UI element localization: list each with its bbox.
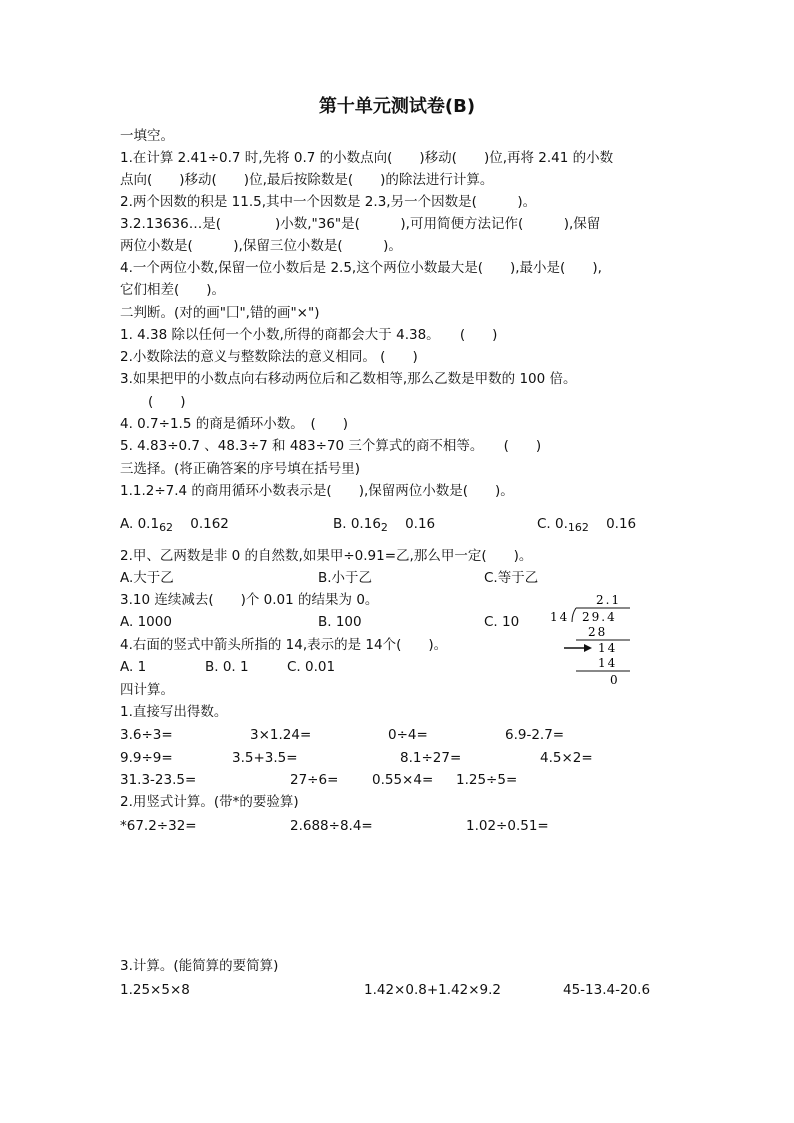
mental-calc-item: 0.55×4= [372, 772, 434, 788]
vertical-calc-item: 1.02÷0.51= [466, 818, 549, 834]
choice-q1: 1.1.2÷7.4 的商用循环小数表示是( ),保留两位小数是( )。 [120, 483, 514, 499]
mental-calc-item: 0÷4= [388, 727, 428, 743]
judge-q2: 2.小数除法的意义与整数除法的意义相同。 ( ) [120, 349, 418, 365]
mental-calc-item: 1.25÷5= [456, 772, 518, 788]
mental-calc-item: 8.1÷27= [400, 750, 462, 766]
judge-q5: 5. 4.83÷0.7 、48.3÷7 和 483÷70 三个算式的商不相等。 ( ) [120, 438, 542, 454]
dividend: 29.4 [582, 610, 617, 624]
repeating-digits: 62 [159, 521, 174, 534]
choice-q2: 2.甲、乙两数是非 0 的自然数,如果甲÷0.91=乙,那么甲一定( )。 [120, 548, 533, 564]
fill-q4-line2: 它们相差( )。 [120, 282, 226, 298]
quotient: 2.1 [596, 593, 622, 607]
choice-q2-option-c: C.等于乙 [484, 570, 539, 586]
fill-q1-line1: 1.在计算 2.41÷0.7 时,先将 0.7 的小数点向( )移动( )位,再将 2.41 的小数 [120, 150, 614, 166]
division-step-2: 14 [598, 641, 618, 655]
section1-heading: 一填空。 [120, 128, 174, 144]
mental-calc-item: 27÷6= [290, 772, 339, 788]
simplify-item: 1.42×0.8+1.42×9.2 [364, 982, 501, 998]
choice-q4-option-a: A. 1 [120, 659, 147, 675]
calc-sub3-heading: 3.计算。(能简算的要简算) [120, 958, 279, 974]
mental-calc-item: 31.3-23.5= [120, 772, 197, 788]
section4-heading: 四计算。 [120, 682, 174, 698]
fill-q1-line2: 点向( )移动( )位,最后按除数是( )的除法进行计算。 [120, 172, 494, 188]
division-bracket [572, 608, 576, 622]
mental-calc-item: 3.5+3.5= [232, 750, 298, 766]
choice-q1-option-b: B. $0.16_2$ 0.16 [333, 516, 436, 534]
fill-q3-line1: 3.2.13636…是( )小数,"36"是( ),可用简便方法记作( ),保留 [120, 216, 601, 232]
choice-q4-option-b: B. 0. 1 [205, 659, 249, 675]
judge-q1: 1. 4.38 除以任何一个小数,所得的商都会大于 4.38。 ( ) [120, 327, 498, 343]
choice-q3: 3.10 连续减去( )个 0.01 的结果为 0。 [120, 592, 379, 608]
choice-q4: 4.右面的竖式中箭头所指的 14,表示的是 14个( )。 [120, 637, 448, 653]
choice-q1-option-c: C. $0._{162}$ 0.16 [537, 516, 637, 534]
arrow-icon [584, 644, 592, 652]
section2-heading: 二判断。(对的画"囗",错的画"×") [120, 305, 320, 321]
choice-q2-option-b: B.小于乙 [318, 570, 373, 586]
fill-q3-line2: 两位小数是( ),保留三位小数是( )。 [120, 238, 402, 254]
fill-q2: 2.两个因数的积是 11.5,其中一个因数是 2.3,另一个因数是( )。 [120, 194, 537, 210]
simplify-item: 1.25×5×8 [120, 982, 190, 998]
mental-calc-item: 9.9÷9= [120, 750, 173, 766]
choice-q3-option-c: C. 10 [484, 614, 520, 630]
vertical-calc-item: 2.688÷8.4= [290, 818, 373, 834]
choice-q4-option-c: C. 0.01 [287, 659, 336, 675]
calc-sub2-heading: 2.用竖式计算。(带*的要验算) [120, 794, 299, 810]
division-step-1: 28 [588, 625, 608, 639]
calc-sub1-heading: 1.直接写出得数。 [120, 704, 228, 720]
mental-calc-item: 3.6÷3= [120, 727, 173, 743]
vertical-calc-item: *67.2÷32= [120, 818, 197, 834]
page-title: 第十单元测试卷(B) [318, 96, 476, 117]
choice-q1-option-a: A. $0.1_{62}$ 0.162 [120, 516, 229, 534]
long-division-diagram [548, 592, 638, 692]
mental-calc-item: 3×1.24= [250, 727, 312, 743]
simplify-item: 45-13.4-20.6 [563, 982, 651, 998]
repeating-digits: 2 [380, 521, 388, 534]
fill-q4-line1: 4.一个两位小数,保留一位小数后是 2.5,这个两位小数最大是( ),最小是( ), [120, 260, 602, 276]
judge-q4: 4. 0.7÷1.5 的商是循环小数。 ( ) [120, 416, 348, 432]
choice-q3-option-a: A. 1000 [120, 614, 172, 630]
divisor: 14 [550, 610, 570, 624]
judge-q3-line2: ( ) [148, 394, 186, 410]
choice-q2-option-a: A.大于乙 [120, 570, 174, 586]
mental-calc-item: 4.5×2= [540, 750, 593, 766]
section3-heading: 三选择。(将正确答案的序号填在括号里) [120, 461, 361, 477]
judge-q3-line1: 3.如果把甲的小数点向右移动两位后和乙数相等,那么乙数是甲数的 100 倍。 [120, 371, 577, 387]
division-remainder: 0 [610, 673, 618, 687]
choice-q3-option-b: B. 100 [318, 614, 362, 630]
mental-calc-item: 6.9-2.7= [505, 727, 565, 743]
division-step-3: 14 [598, 656, 618, 670]
repeating-digits: 162 [567, 521, 589, 534]
